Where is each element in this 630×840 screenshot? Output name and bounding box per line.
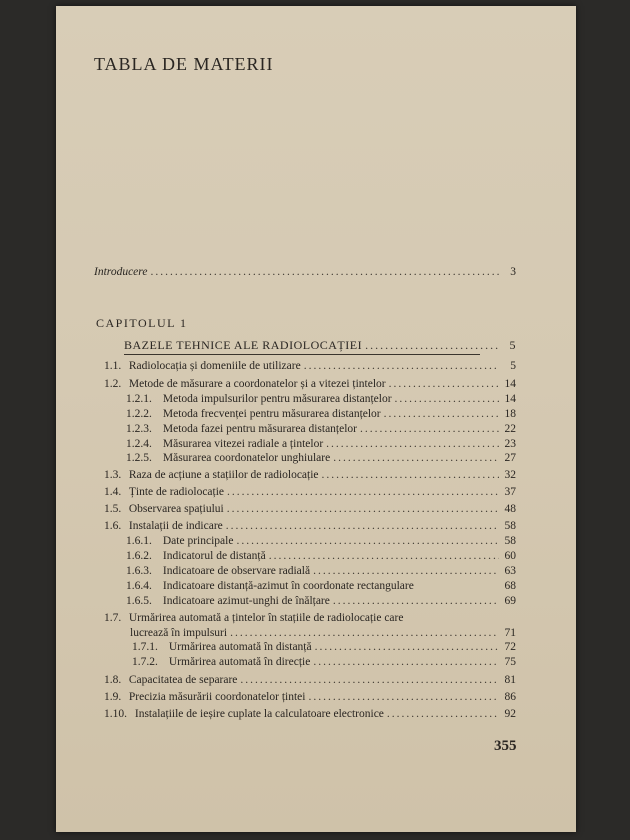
toc-entry [104, 611, 516, 625]
chapter-label: CAPITOLUL 1 [96, 316, 188, 330]
toc-entry-number: 1.2.1. [126, 393, 152, 405]
toc-entry-chapter [124, 338, 516, 352]
toc-entry-number: 1.6.4. [126, 580, 152, 592]
chapter-underline [124, 354, 480, 355]
toc-entry [126, 549, 516, 563]
toc-entry-label: Raza de acțiune a stațiilor de radiolocație [128, 469, 319, 481]
toc-entry [126, 564, 516, 578]
leader-dots [365, 338, 499, 352]
leader-dots [304, 359, 499, 373]
toc-entry-page: 63 [504, 565, 516, 577]
toc-entry-label: Instalații de indicare [128, 520, 223, 532]
toc-entry-label: Date principale [162, 535, 234, 547]
toc-entry-label: lucrează în impulsuri [130, 627, 228, 639]
toc-entry-number: 1.1. [104, 360, 122, 372]
leader-dots [389, 377, 499, 391]
toc-entry-page: 81 [504, 674, 516, 686]
toc-entry [126, 579, 516, 593]
toc-entry-page: 58 [504, 535, 516, 547]
toc-entry-number: 1.2.4. [126, 438, 152, 450]
toc-entry-label: Măsurarea coordonatelor unghiulare [162, 452, 331, 464]
toc-entry-label: Metoda frecvenței pentru măsurarea distanțelor [162, 408, 381, 420]
leader-dots [227, 485, 499, 499]
toc-entry-label: Măsurarea vitezei radiale a țintelor [162, 438, 324, 450]
toc-entry-number: 1.4. [104, 486, 122, 498]
toc-entry-label: Metoda fazei pentru măsurarea distanțelor [162, 423, 358, 435]
toc-entry [126, 392, 516, 406]
toc-entry [104, 468, 516, 482]
toc-entry-number: 1.9. [104, 691, 122, 703]
page-title: TABLA DE MATERII [94, 54, 274, 74]
toc-entry-number: 1.5. [104, 503, 122, 515]
toc-entry-label: BAZELE TEHNICE ALE RADIOLOCAȚIEI [124, 338, 363, 352]
leader-dots [315, 640, 499, 654]
toc-entry-label: Introducere [94, 266, 148, 278]
toc-entry [104, 485, 516, 499]
toc-entry-number: 1.7.1. [132, 641, 158, 653]
toc-entry-number: 1.7. [104, 612, 122, 624]
toc-entry-label: Indicatoare distanță-azimut în coordonate rectangulare [162, 580, 414, 592]
leader-dots [322, 468, 499, 482]
page-number: 355 [494, 738, 517, 754]
toc-entry-page: 60 [504, 550, 516, 562]
toc-entry-page: 23 [504, 438, 516, 450]
toc-entry-label: Urmărirea automată în direcție [168, 656, 311, 668]
toc-entry-number: 1.6.3. [126, 565, 152, 577]
leader-dots [308, 690, 499, 704]
toc-entry [126, 534, 516, 548]
toc-entry-label: Capacitatea de separare [128, 674, 238, 686]
toc-entry-intro [94, 265, 516, 279]
leader-dots [236, 534, 499, 548]
toc-entry-number: 1.2.3. [126, 423, 152, 435]
leader-dots [269, 549, 499, 563]
leader-dots [150, 265, 499, 279]
toc-entry-number: 1.6.1. [126, 535, 152, 547]
toc-entry [132, 655, 516, 669]
leader-dots [226, 519, 499, 533]
leader-dots [240, 673, 499, 687]
toc-entry-label: Radiolocația și domeniile de utilizare [128, 360, 301, 372]
toc-entry-number: 1.3. [104, 469, 122, 481]
toc-entry [104, 502, 516, 516]
toc-entry-number: 1.6.5. [126, 595, 152, 607]
toc-entry-page: 5 [509, 338, 516, 352]
toc-entry-number: 1.6. [104, 520, 122, 532]
leader-dots [230, 626, 499, 640]
toc-entry [104, 359, 516, 373]
toc-entry [126, 437, 516, 451]
toc-entry-page: 32 [504, 469, 516, 481]
toc-entry [104, 707, 516, 721]
toc-entry-label: Observarea spațiului [128, 503, 224, 515]
toc-entry-label: Precizia măsurării coordonatelor țintei [128, 691, 306, 703]
toc-entry-page: 5 [510, 360, 516, 372]
toc-entry-label: Indicatoare de observare radială [162, 565, 311, 577]
toc-entry-page: 58 [504, 520, 516, 532]
toc-entry-number: 1.2. [104, 378, 122, 390]
toc-entry-page: 92 [504, 708, 516, 720]
toc-entry-number: 1.7.2. [132, 656, 158, 668]
toc-entry-page: 14 [504, 378, 516, 390]
toc-entry-page: 69 [504, 595, 516, 607]
toc-entry-page: 3 [510, 266, 516, 278]
leader-dots [387, 707, 499, 721]
toc-entry-page: 68 [504, 580, 516, 592]
toc-entry-page: 86 [504, 691, 516, 703]
toc-entry-label: Ținte de radiolocație [128, 486, 225, 498]
toc-entry-page: 75 [504, 656, 516, 668]
toc-entry [126, 422, 516, 436]
toc-entry-page: 27 [504, 452, 516, 464]
leader-dots [360, 422, 499, 436]
toc-entry [104, 673, 516, 687]
toc-entry-label: Urmărirea automată a țintelor în stațiile de radiolocație care [128, 612, 404, 624]
toc-entry-label: Metoda impulsurilor pentru măsurarea distanțelor [162, 393, 392, 405]
toc-entry [126, 407, 516, 421]
leader-dots [313, 655, 499, 669]
toc-entry-page: 18 [504, 408, 516, 420]
toc-entry-number: 1.6.2. [126, 550, 152, 562]
toc-entry-number: 1.8. [104, 674, 122, 686]
leader-dots [326, 437, 499, 451]
toc-entry [132, 640, 516, 654]
toc-entry [104, 690, 516, 704]
toc-entry-page: 72 [504, 641, 516, 653]
book-page [56, 6, 576, 832]
toc-entry [126, 451, 516, 465]
toc-entry-number: 1.10. [104, 708, 127, 720]
leader-dots [333, 594, 499, 608]
toc-entry-label: Indicatorul de distanță [162, 550, 266, 562]
leader-dots [395, 392, 499, 406]
toc-entry-number: 1.2.2. [126, 408, 152, 420]
leader-dots [333, 451, 499, 465]
toc-entry [104, 519, 516, 533]
toc-entry-label: Indicatoare azimut-unghi de înălțare [162, 595, 330, 607]
toc-entry-continuation [130, 626, 516, 640]
toc-entry-label: Instalațiile de ieșire cuplate la calculatoare electronice [134, 708, 384, 720]
leader-dots [227, 502, 499, 516]
leader-dots [313, 564, 499, 578]
toc-entry-label: Urmărirea automată în distanță [168, 641, 312, 653]
toc-entry-number: 1.2.5. [126, 452, 152, 464]
toc-entry [126, 594, 516, 608]
leader-dots [384, 407, 499, 421]
toc-entry-page: 48 [504, 503, 516, 515]
toc-entry-page: 71 [504, 627, 516, 639]
toc-entry-page: 22 [504, 423, 516, 435]
toc-entry [104, 377, 516, 391]
toc-entry-page: 37 [504, 486, 516, 498]
toc-entry-page: 14 [504, 393, 516, 405]
toc-entry-label: Metode de măsurare a coordonatelor și a vitezei țintelor [128, 378, 386, 390]
